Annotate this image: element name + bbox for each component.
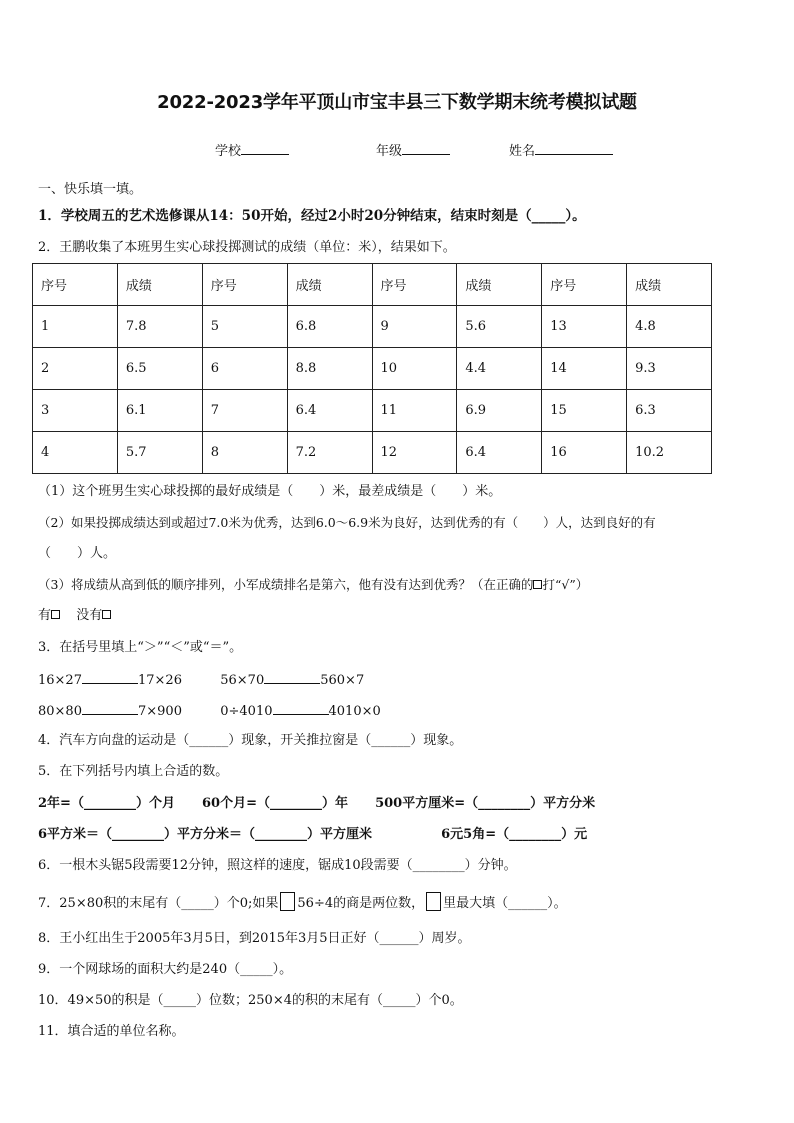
table-cell: 16	[542, 432, 627, 474]
question-8: 8．王小红出生于2005年3月5日，到2015年3月5日正好（______）周岁。	[38, 931, 471, 946]
q7-part-b: 56÷4的商是两位数，	[297, 896, 425, 911]
table-cell: 9.3	[627, 348, 712, 390]
table-cell: 15	[542, 390, 627, 432]
question-3-intro: 3．在括号里填上“＞”“＜”或“＝”。	[38, 640, 243, 655]
header-cell: 序号	[33, 264, 118, 306]
expr-left: 80×80	[38, 704, 82, 719]
header-cell: 成绩	[457, 264, 542, 306]
scores-table	[32, 263, 712, 474]
table-header-row	[33, 264, 712, 306]
table-cell: 7.8	[117, 306, 202, 348]
q7-part-a: 7．25×80积的末尾有（_____）个0;如果	[38, 896, 279, 911]
option-yes-label: 有	[38, 608, 52, 623]
question-6: 6．一根木头锯5段需要12分钟，照这样的速度，锯成10段需要（________）分钟。	[38, 858, 517, 873]
question-2-options	[38, 607, 111, 625]
table-cell: 4.8	[627, 306, 712, 348]
table-cell: 2	[33, 348, 118, 390]
option-yes-checkbox[interactable]	[51, 610, 60, 619]
option-no-checkbox[interactable]	[102, 610, 111, 619]
header-cell: 成绩	[627, 264, 712, 306]
school-field	[215, 140, 289, 159]
grade-label: 年级	[376, 144, 403, 159]
table-cell: 3	[33, 390, 118, 432]
table-cell: 1	[33, 306, 118, 348]
table-cell: 6.1	[117, 390, 202, 432]
table-cell: 10	[372, 348, 457, 390]
page-title: 2022-2023学年平顶山市宝丰县三下数学期末统考模拟试题	[157, 92, 637, 113]
table-row	[33, 306, 712, 348]
header-cell: 成绩	[287, 264, 372, 306]
question-3-row-2	[38, 701, 381, 721]
question-2-part-2: （2）如果投掷成绩达到或超过7.0米为优秀，达到6.0～6.9米为良好，达到优秀的有（ ）人，达到良好的有	[38, 515, 656, 530]
table-cell: 8.8	[287, 348, 372, 390]
grade-blank	[402, 141, 450, 155]
table-cell: 4	[33, 432, 118, 474]
table-cell: 7	[202, 390, 287, 432]
expr-left: 0÷4010	[220, 704, 273, 719]
expr-right: 4010×0	[328, 704, 381, 719]
question-9: 9．一个网球场的面积大约是240（_____）。	[38, 962, 293, 977]
table-cell: 9	[372, 306, 457, 348]
q5-item-e: 6元5角=（________）元	[441, 827, 588, 842]
school-blank	[241, 141, 289, 155]
header-cell: 成绩	[117, 264, 202, 306]
q5-item-a: 2年=（________）个月	[38, 796, 175, 811]
table-cell: 5	[202, 306, 287, 348]
question-10: 10．49×50的积是（_____）位数；250×4的积的末尾有（_____）个0。	[38, 993, 463, 1008]
compare-blank[interactable]	[273, 701, 329, 715]
table-row	[33, 390, 712, 432]
question-2-part-1: （1）这个班男生实心球投掷的最好成绩是（ ）米，最差成绩是（ ）米。	[38, 484, 502, 499]
expr-left: 56×70	[220, 673, 265, 688]
table-cell: 6	[202, 348, 287, 390]
option-no-label: 没有	[76, 608, 103, 623]
grade-field	[376, 140, 450, 159]
blank-box[interactable]	[280, 892, 295, 911]
question-5-row-2	[38, 826, 587, 844]
question-4: 4．汽车方向盘的运动是（______）现象，开关推拉窗是（______）现象。	[38, 733, 463, 748]
q5-item-c: 500平方厘米=（________）平方分米	[375, 796, 596, 811]
name-label: 姓名	[509, 144, 536, 159]
table-cell: 5.6	[457, 306, 542, 348]
header-cell: 序号	[372, 264, 457, 306]
table-cell: 6.9	[457, 390, 542, 432]
table-cell: 8	[202, 432, 287, 474]
header-cell: 序号	[202, 264, 287, 306]
question-3-row-1	[38, 670, 364, 690]
q7-part-c: 里最大填（______）。	[443, 896, 567, 911]
question-2-part-2-cont: （ ）人。	[38, 546, 117, 561]
table-cell: 7.2	[287, 432, 372, 474]
question-2-part-3	[38, 576, 588, 594]
question-1: 1．学校周五的艺术选修课从14：50开始，经过2小时20分钟结束，结束时刻是（_____）。	[38, 208, 586, 224]
expr-right: 17×26	[137, 673, 182, 688]
part-3-text: （3）将成绩从高到低的顺序排列，小军成绩排名是第六，他有没有达到优秀？（在正确的	[38, 577, 534, 592]
q5-item-d: 6平方米＝（________）平方分米＝（________）平方厘米	[38, 827, 373, 842]
question-5-intro: 5．在下列括号内填上合适的数。	[38, 764, 229, 779]
table-row	[33, 348, 712, 390]
table-cell: 6.3	[627, 390, 712, 432]
compare-blank[interactable]	[264, 670, 320, 684]
table-cell: 6.5	[117, 348, 202, 390]
table-cell: 6.8	[287, 306, 372, 348]
table-cell: 6.4	[457, 432, 542, 474]
table-cell: 5.7	[117, 432, 202, 474]
table-cell: 6.4	[287, 390, 372, 432]
table-cell: 14	[542, 348, 627, 390]
compare-blank[interactable]	[82, 670, 138, 684]
part-3-instruction: 打“√”）	[542, 577, 589, 592]
section-heading: 一、快乐填一填。	[38, 182, 143, 197]
expr-right: 560×7	[320, 673, 365, 688]
compare-blank[interactable]	[82, 701, 138, 715]
question-7	[38, 892, 567, 913]
table-cell: 12	[372, 432, 457, 474]
question-5-row-1	[38, 795, 595, 813]
q5-item-b: 60个月=（________）年	[202, 796, 348, 811]
name-blank	[535, 141, 613, 155]
table-cell: 10.2	[627, 432, 712, 474]
table-cell: 13	[542, 306, 627, 348]
table-row	[33, 432, 712, 474]
blank-box[interactable]	[426, 892, 441, 911]
table-cell: 4.4	[457, 348, 542, 390]
question-11: 11．填合适的单位名称。	[38, 1024, 185, 1039]
expr-left: 16×27	[38, 673, 82, 688]
school-label: 学校	[215, 144, 242, 159]
header-cell: 序号	[542, 264, 627, 306]
table-cell: 11	[372, 390, 457, 432]
name-field	[509, 140, 613, 159]
question-2-intro: 2．王鹏收集了本班男生实心球投掷测试的成绩（单位：米），结果如下。	[38, 240, 456, 255]
expr-right: 7×900	[137, 704, 182, 719]
